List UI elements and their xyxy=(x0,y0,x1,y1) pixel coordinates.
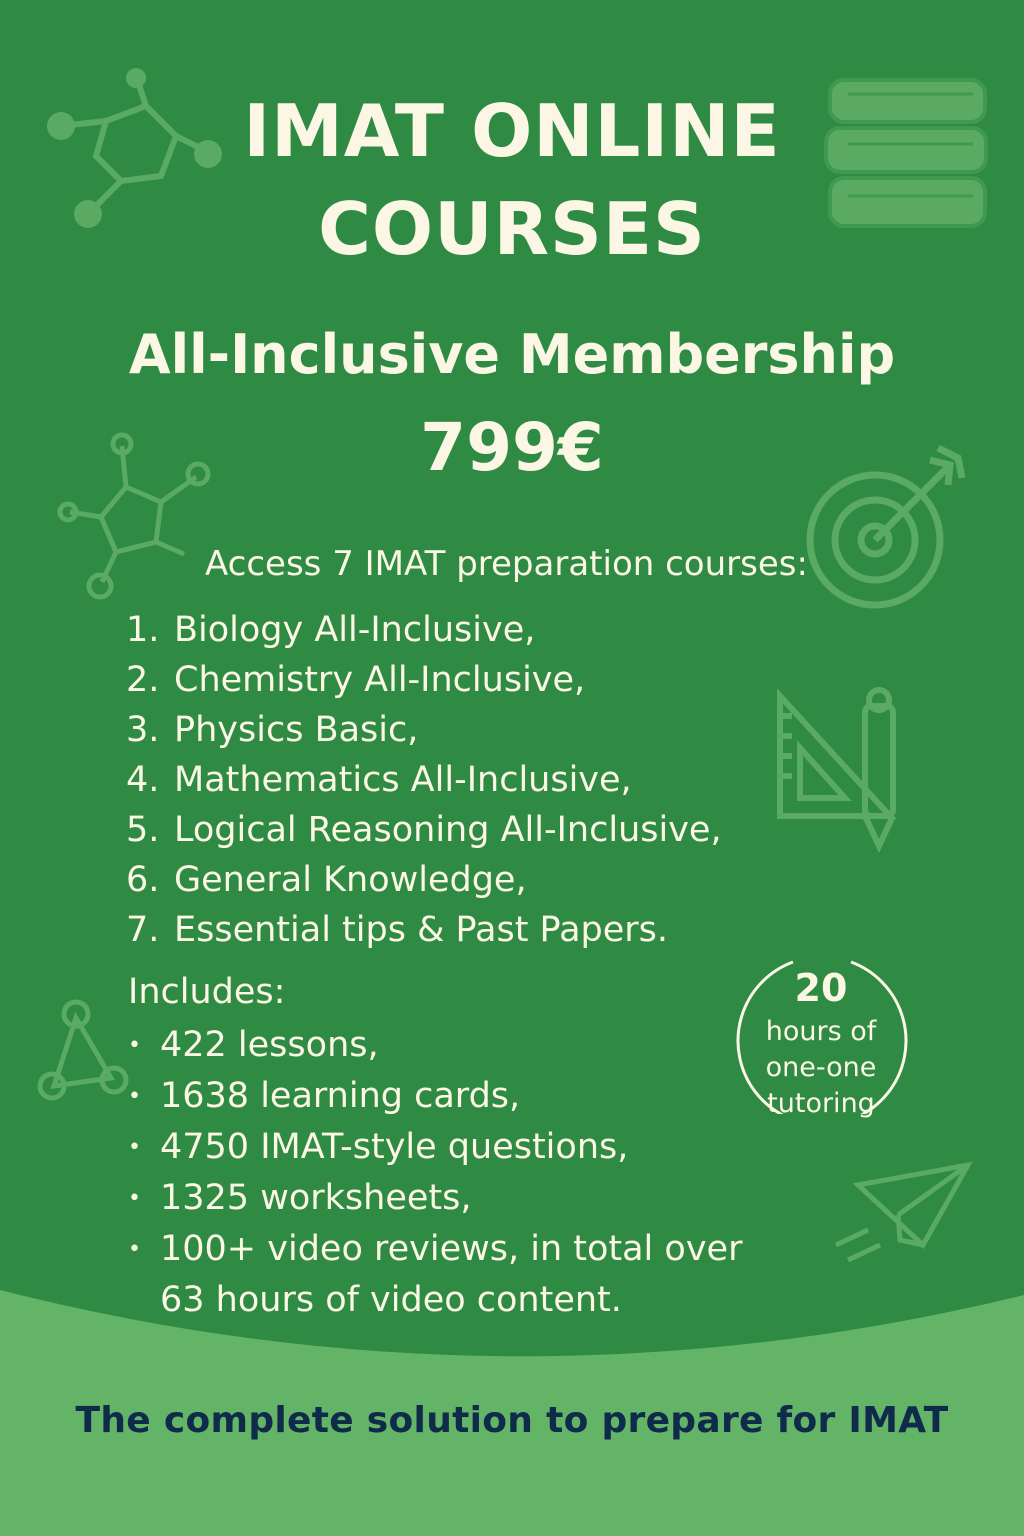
bullet: • xyxy=(128,1237,141,1262)
tutoring-text: hours of one-one tutoring xyxy=(765,1016,877,1119)
list-item xyxy=(128,1020,742,1071)
tagline: The complete solution to prepare for IMAT xyxy=(75,1400,949,1441)
list-item xyxy=(126,755,722,805)
title-line-1: IMAT ONLINE xyxy=(243,89,781,173)
course-label: Physics Basic, xyxy=(174,710,419,750)
include-label: 1325 worksheets, xyxy=(160,1178,472,1218)
includes-label: Includes: xyxy=(128,972,286,1012)
page-title xyxy=(0,82,1024,278)
list-number: 7. xyxy=(126,910,160,950)
list-number: 3. xyxy=(126,710,160,750)
list-item xyxy=(128,1122,742,1173)
list-item xyxy=(126,605,722,655)
paper-plane-icon xyxy=(828,1160,978,1270)
include-label: 422 lessons, xyxy=(160,1025,379,1065)
include-label: 100+ video reviews, in total over xyxy=(160,1229,743,1269)
includes-list xyxy=(128,1020,742,1325)
course-label: Biology All-Inclusive, xyxy=(174,610,536,650)
course-label: Essential tips & Past Papers. xyxy=(174,910,669,950)
course-list xyxy=(126,605,722,955)
title-line-2: COURSES xyxy=(318,187,706,271)
course-label: Logical Reasoning All-Inclusive, xyxy=(174,810,722,850)
list-number: 4. xyxy=(126,760,160,800)
list-item xyxy=(126,655,722,705)
molecule-icon xyxy=(36,998,131,1108)
courses-intro: Access 7 IMAT preparation courses: xyxy=(205,544,808,584)
list-item xyxy=(126,905,722,955)
include-label: 4750 IMAT-style questions, xyxy=(160,1127,629,1167)
list-item xyxy=(126,705,722,755)
list-number: 5. xyxy=(126,810,160,850)
list-number: 6. xyxy=(126,860,160,900)
course-label: Mathematics All-Inclusive, xyxy=(174,760,632,800)
membership-heading: All-Inclusive Membership xyxy=(128,323,896,386)
bullet: • xyxy=(128,1084,141,1109)
list-item xyxy=(126,805,722,855)
list-item xyxy=(126,855,722,905)
list-number: 2. xyxy=(126,660,160,700)
include-label: 1638 learning cards, xyxy=(160,1076,521,1116)
course-label: Chemistry All-Inclusive, xyxy=(174,660,586,700)
bullet: • xyxy=(128,1135,141,1160)
bullet: • xyxy=(128,1186,141,1211)
list-item xyxy=(128,1071,742,1122)
bullet: • xyxy=(128,1033,141,1058)
ruler-pencil-icon xyxy=(770,686,930,856)
list-number: 1. xyxy=(126,610,160,650)
tutoring-badge xyxy=(733,954,909,1119)
tutoring-hours: 20 xyxy=(794,966,848,1010)
include-continuation: 63 hours of video content. xyxy=(160,1280,622,1320)
list-item xyxy=(128,1224,742,1325)
course-label: General Knowledge, xyxy=(174,860,527,900)
price: 799€ xyxy=(420,409,604,486)
list-item xyxy=(128,1173,742,1224)
